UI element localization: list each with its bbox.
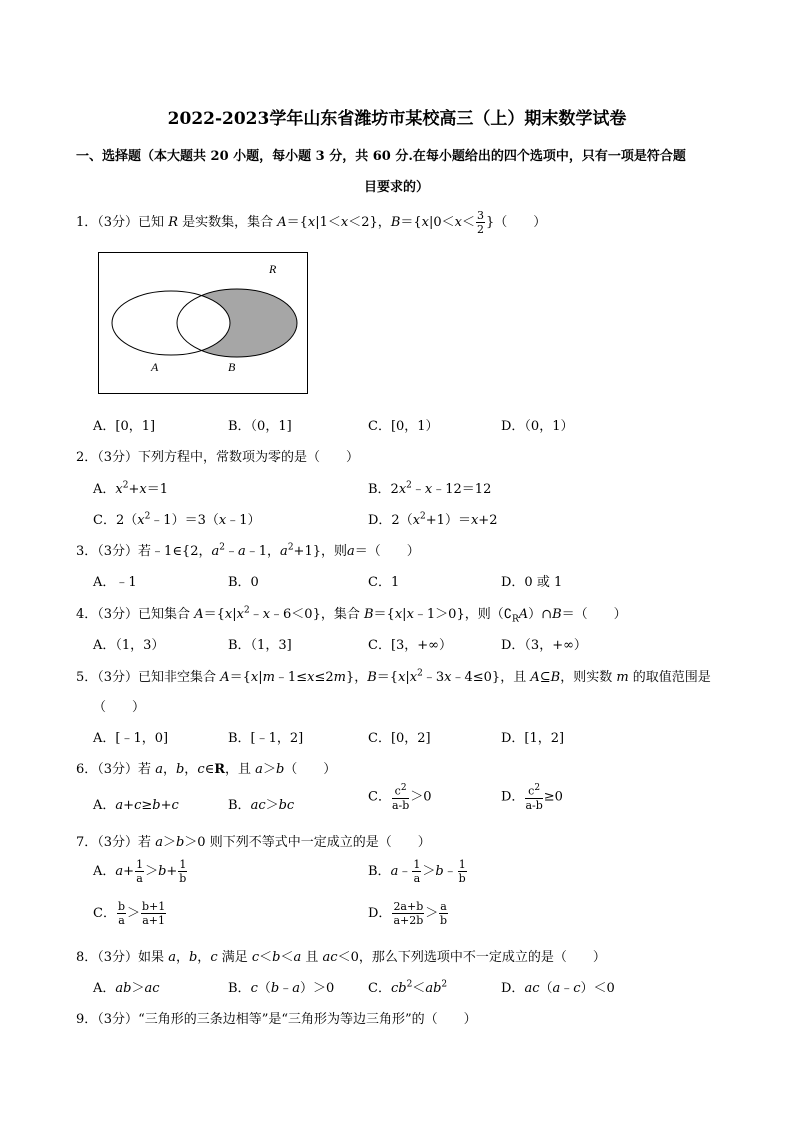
question-5-cont: （ ）: [93, 700, 146, 715]
label-R: R: [269, 262, 277, 276]
question-1: 1．（3分）已知 R 是实数集，集合 A＝{x|1＜x＜2}，B＝{x|0＜x＜ $\frac{3}{2}$ }（ ）: [76, 209, 547, 236]
q5-option-b[interactable]: B．[﹣1，2]: [228, 731, 304, 746]
question-8: 8．（3分）如果 a，b，c 满足 c＜b＜a 且 ac＜0，那么下列选项中不一定成立的是（ ）: [76, 950, 606, 965]
q3-option-d[interactable]: D．0 或 1: [501, 575, 563, 590]
q1-option-d[interactable]: D．（0，1）: [501, 419, 574, 434]
q6-option-c[interactable]: C． $\frac{c^2}{a-b}$ ＞0: [368, 783, 432, 812]
q7-option-d[interactable]: D． $\frac{2a+b}{a+2b}$ ＞ $\frac{a}{b}$: [368, 900, 448, 927]
question-9: [76, 1008, 477, 1027]
q5-option-d[interactable]: D．[1，2]: [501, 731, 565, 746]
q5-option-a[interactable]: A．[﹣1，0]: [93, 731, 169, 746]
label-A: A: [151, 360, 159, 374]
q1-option-c[interactable]: C．[0，1）: [368, 419, 439, 434]
q5-option-c[interactable]: C．[0，2]: [368, 731, 431, 746]
q8-option-d[interactable]: D．ac（a﹣c）＜0: [501, 981, 615, 996]
q4-option-c[interactable]: C．[3，+∞）: [368, 638, 453, 653]
q7-option-c[interactable]: C． $\frac{b}{a}$ ＞ $\frac{b+1}{a+1}$: [93, 900, 166, 927]
question-2: 2．（3分）下列方程中，常数项为零的是（ ）: [76, 450, 360, 465]
q2-option-c[interactable]: C．$2(x^2﹣1)=3(x﹣1)$: [93, 511, 261, 528]
label-B: B: [228, 360, 236, 374]
q3-option-b[interactable]: B．0: [228, 575, 259, 590]
q6-option-b[interactable]: B．ac＞bc: [228, 798, 295, 813]
question-5: 5．（3分）已知非空集合 A＝{x|m﹣1≤x≤2m}，$B=\{x|x^2﹣3x﹣4\le 0\}$，且 A⊆B，则实数 m 的取值范围是: [76, 668, 711, 685]
q7-option-b[interactable]: B．a﹣ $\frac{1}{a}$ ＞b﹣ $\frac{1}{b}$: [368, 858, 466, 885]
section-heading: 一、选择题（本大题共 20 小题，每小题 3 分，共 60 分.在每小题给出的四个选项中，只有一项是符合题: [76, 149, 686, 164]
q6-option-a[interactable]: A．a+c≥b+c: [93, 798, 179, 813]
venn-diagram: [98, 252, 310, 395]
q7-option-a[interactable]: A．a+ $\frac{1}{a}$ ＞b+ $\frac{1}{b}$: [93, 858, 187, 885]
q1-option-a[interactable]: A．[0，1]: [93, 419, 156, 434]
q2-option-b[interactable]: B．$2x^2﹣x﹣12=12$: [368, 480, 492, 497]
q3-option-c[interactable]: C．1: [368, 575, 400, 590]
section-heading-cont: 目要求的）: [364, 180, 430, 195]
q4-option-b[interactable]: B．（1，3]: [228, 638, 292, 653]
page-title: 2022-2023学年山东省潍坊市某校高三（上）期末数学试卷: [167, 109, 627, 129]
q8-option-b[interactable]: B．c（b﹣a）＞0: [228, 981, 335, 996]
question-6: 6．（3分）若 a，b，c∈R，且 a＞b（ ）: [76, 762, 337, 777]
q9-number: 9．: [76, 1012, 98, 1027]
q2-option-d[interactable]: D．$2(x^2+1)=x+2$: [368, 511, 498, 528]
question-4: 4．（3分）已知集合 $A=\{x|x^2﹣x﹣6<0\}$，集合 B＝{x|x﹣1＞0}，则$(∁_RA)\cap B=$（ ）: [76, 605, 627, 625]
question-7: 7．（3分）若 a＞b＞0 则下列不等式中一定成立的是（ ）: [76, 835, 431, 850]
q6-option-d[interactable]: D． $\frac{c^2}{a-b}$ ≥0: [501, 783, 563, 812]
q4-option-a[interactable]: A．（1，3）: [93, 638, 165, 653]
q8-option-c[interactable]: C．$cb^2<ab^2$: [368, 979, 448, 996]
q3-option-a[interactable]: A．﹣1: [93, 575, 137, 590]
q9-stem: “三角形的三条边相等”是“三角形为等边三角形”的（ ）: [138, 1012, 477, 1027]
q9-score: （3分）: [97, 1012, 139, 1027]
question-3: 3．（3分）若﹣1∈{2，$a^2﹣a﹣1$，$a^2+1$}，则a＝（ ）: [76, 542, 420, 559]
q4-option-d[interactable]: D．（3，+∞）: [501, 638, 587, 653]
q8-option-a[interactable]: A．ab＞ac: [93, 981, 160, 996]
q2-option-a[interactable]: A．$x^2+x=1$: [93, 480, 168, 497]
q1-option-b[interactable]: B．（0，1]: [228, 419, 292, 434]
